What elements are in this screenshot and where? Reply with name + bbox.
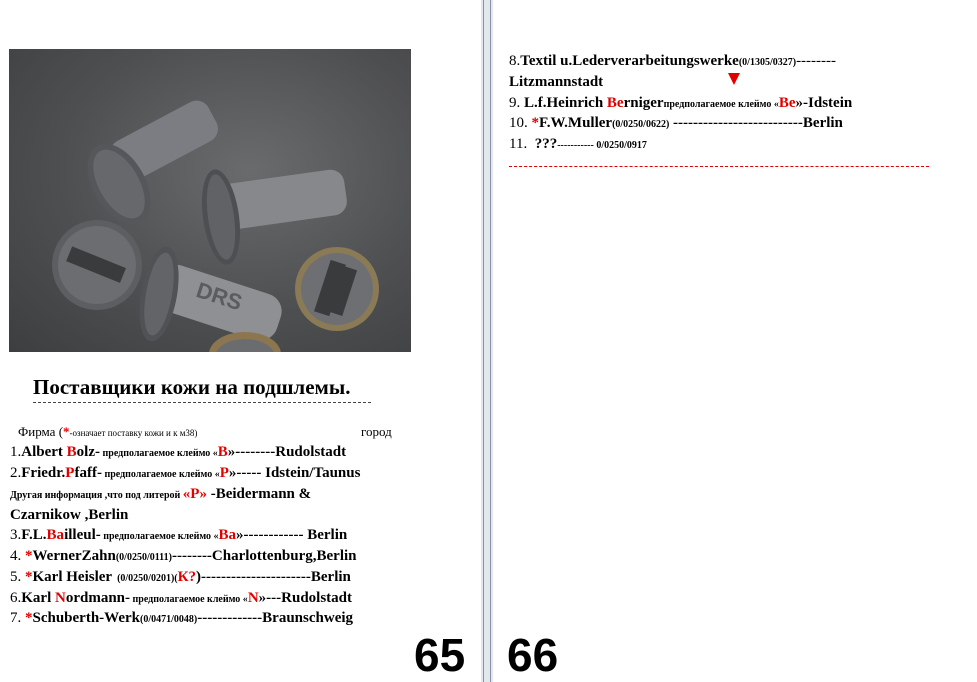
- item-number: 2.: [10, 465, 22, 481]
- list-item: [10, 525, 347, 547]
- item-city: --------------------------Berlin: [669, 115, 843, 131]
- city-label: город: [361, 424, 392, 439]
- mark-letter: Be: [606, 95, 624, 111]
- item-city: »---Rudolstadt: [258, 590, 352, 606]
- item-code: (0/1305/0327): [738, 57, 797, 68]
- extra-info-line2: Czarnikow ,Berlin: [10, 507, 129, 523]
- list-item: [509, 134, 647, 156]
- red-divider: [509, 166, 929, 167]
- item-dashes: --------: [796, 53, 837, 69]
- rivets-photo: [9, 49, 411, 352]
- item-city: --------Charlottenburg,Berlin: [171, 548, 357, 564]
- stamp-mark: Be: [778, 95, 796, 111]
- list-item: [509, 113, 843, 135]
- item-note: предполагаемое клеймо «: [100, 531, 219, 542]
- firm-name: Karl: [21, 590, 55, 606]
- item-code: (0/0250/0201)(: [112, 573, 178, 584]
- list-item: [10, 608, 353, 630]
- item-number: 4.: [10, 548, 25, 564]
- list-item: [10, 567, 351, 589]
- item-number: 11.: [509, 136, 535, 152]
- asterisk-marker: *: [25, 569, 33, 585]
- stamp-mark: Ba: [218, 527, 237, 543]
- firm-name: rniger: [623, 95, 664, 111]
- list-item: [10, 588, 352, 610]
- mark-letter: B: [66, 444, 77, 460]
- item-code: (0/0250/0111): [115, 552, 172, 563]
- item-number: 1.: [10, 444, 22, 460]
- page-gutter: [481, 0, 493, 682]
- firm-name: L.f.Heinrich: [524, 95, 607, 111]
- firm-name: Albert: [21, 444, 67, 460]
- item-city: »------------ Berlin: [236, 527, 348, 543]
- page-number-right: 66: [507, 629, 559, 681]
- svg-text:DRS: DRS: [193, 277, 246, 316]
- item-code: ----------- 0/0250/0917: [557, 140, 647, 151]
- mark-letter: N: [55, 590, 66, 606]
- list-item: [509, 93, 852, 115]
- stamp-mark: B: [217, 444, 228, 460]
- firm-name: F.L.: [21, 527, 47, 543]
- item-number: 6.: [10, 590, 22, 606]
- list-item: [10, 546, 357, 568]
- item-city: »----- Idstein/Taunus: [228, 465, 361, 481]
- page-title: Поставщики кожи на подшлемы.: [33, 375, 351, 399]
- firm-name: Schuberth-Werk: [32, 610, 141, 626]
- firm-name: Textil u.Lederverarbeitungswerke: [520, 53, 739, 69]
- item-code: (0/0471/0048): [140, 614, 198, 625]
- page-number-left: 65: [414, 629, 466, 681]
- firm-label: Фирма (: [18, 424, 64, 439]
- item-number: 10.: [509, 115, 532, 131]
- firm-name: olz-: [76, 444, 100, 460]
- asterisk-marker: *: [63, 424, 70, 439]
- item-number: 5.: [10, 569, 25, 585]
- item-note: предполагаемое клеймо «: [130, 594, 248, 605]
- item-number: 9.: [509, 95, 524, 111]
- stamp-mark: К?: [177, 569, 196, 585]
- asterisk-marker: *: [531, 115, 539, 131]
- list-item: [10, 442, 346, 464]
- item-city: »-Idstein: [795, 95, 853, 111]
- item-city: Litzmannstadt: [509, 74, 604, 90]
- item-city: )----------------------Berlin: [196, 569, 351, 585]
- item-note: предполагаемое клеймо «: [663, 99, 779, 110]
- extra-info: [10, 484, 311, 506]
- list-item: [509, 51, 836, 73]
- stamp-mark: P: [219, 465, 229, 481]
- mark-letter: Ba: [46, 527, 65, 543]
- left-page: [0, 0, 481, 682]
- list-item: [10, 463, 360, 485]
- item-code: (0/0250/0622): [612, 119, 670, 130]
- item-city: »--------Rudolstadt: [227, 444, 347, 460]
- item-city: -------------Braunschweig: [197, 610, 354, 626]
- item-number: 3.: [10, 527, 22, 543]
- title-divider: [33, 402, 371, 403]
- info-firm: -Beidermann &: [206, 486, 312, 502]
- firm-name: WernerZahn: [32, 548, 116, 564]
- item-note: предполагаемое клеймо «: [100, 448, 218, 459]
- header-note: -означает поставку кожи и к м38): [69, 428, 198, 438]
- firm-name: ???: [534, 136, 558, 152]
- item-number: 8.: [509, 53, 521, 69]
- stamp-mark: N: [247, 590, 259, 606]
- firm-name: ordmann-: [65, 590, 131, 606]
- info-text: Другая информация ,что под литерой: [10, 490, 183, 501]
- item-number: 7.: [10, 610, 25, 626]
- mark-letter: P: [65, 465, 75, 481]
- rivets-illustration: [9, 49, 411, 352]
- red-arrow-down-icon: [728, 73, 740, 85]
- table-header: [18, 424, 392, 440]
- firm-name: illeul-: [64, 527, 101, 543]
- firm-name: faff-: [74, 465, 102, 481]
- firm-name: Friedr.: [21, 465, 66, 481]
- item-note: предполагаемое клеймо «: [101, 469, 220, 480]
- firm-name: Karl Heisler: [32, 569, 113, 585]
- asterisk-marker: *: [25, 610, 33, 626]
- stamp-mark: «P»: [182, 486, 207, 502]
- firm-name: F.W.Muller: [539, 115, 613, 131]
- asterisk-marker: *: [25, 548, 33, 564]
